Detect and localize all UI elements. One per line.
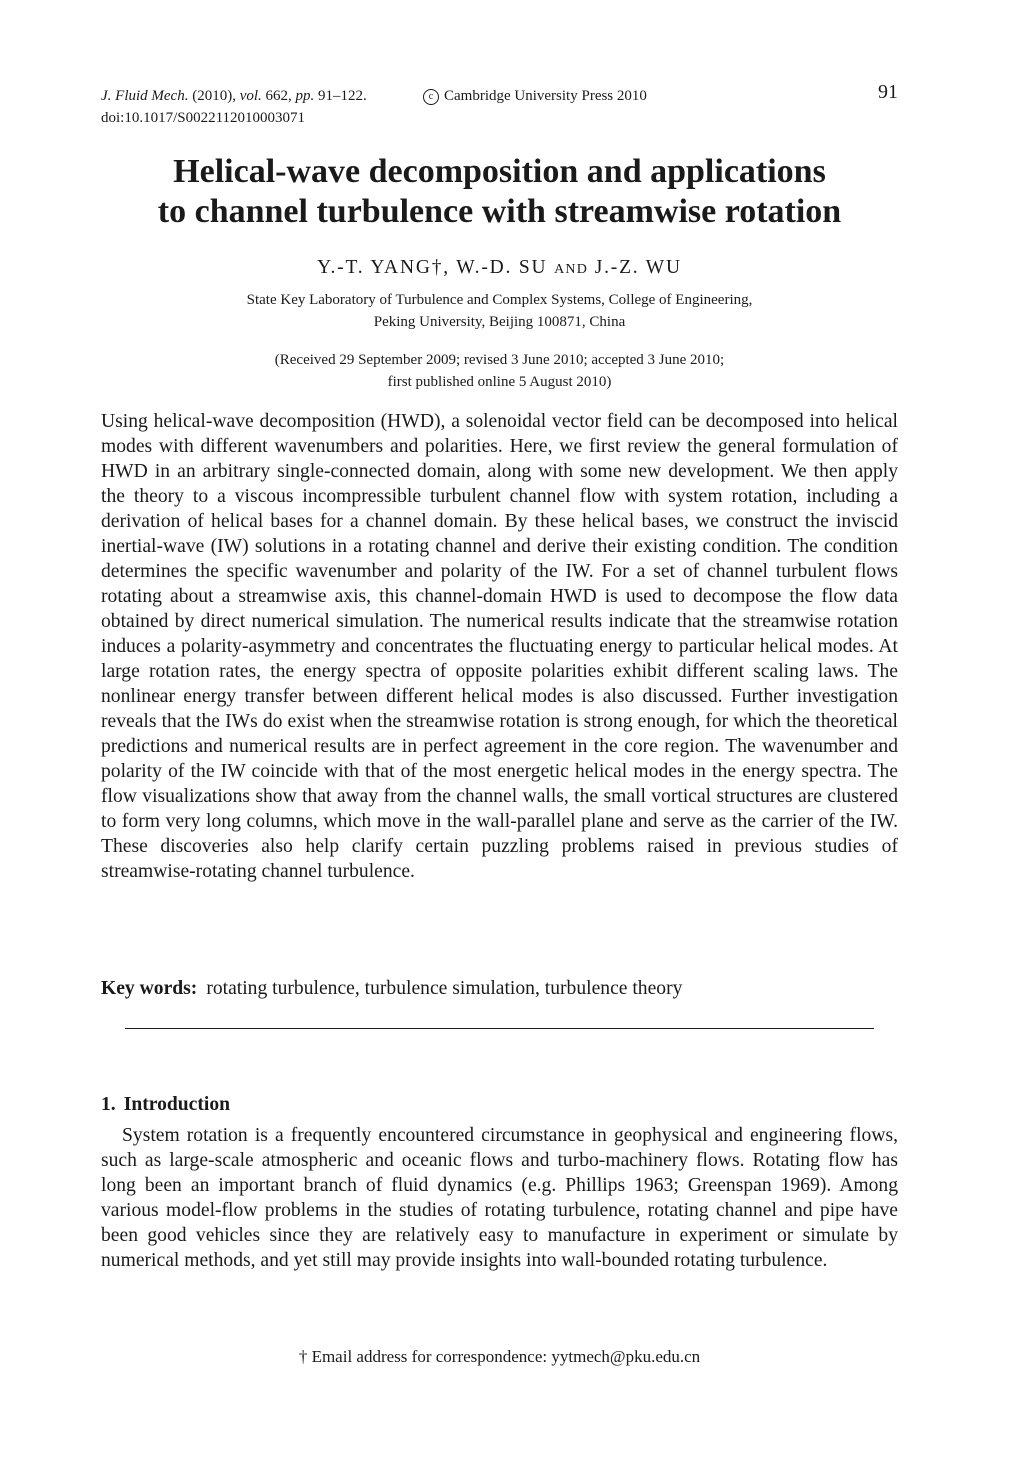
correspondence-footnote: † Email address for correspondence: yytmech@pku.edu.cn xyxy=(298,1347,701,1366)
affiliation-line-2: Peking University, Beijing 100871, China xyxy=(373,314,626,330)
year: (2010), xyxy=(192,88,236,104)
section-number: 1. xyxy=(101,1094,116,1115)
received-line-1: (Received 29 September 2009; revised 3 June 2010; accepted 3 June 2010; xyxy=(274,352,725,368)
affiliation xyxy=(101,289,898,333)
paper-title xyxy=(101,152,898,232)
page-range: 91–122. xyxy=(318,88,367,104)
vol-label: vol. xyxy=(239,88,262,104)
title-line-2: to channel turbulence with streamwise rotation xyxy=(157,193,842,230)
page-number: 91 xyxy=(878,81,898,103)
section-heading xyxy=(101,1092,230,1117)
running-header xyxy=(101,81,898,129)
authors xyxy=(101,257,898,279)
pp-label: pp. xyxy=(295,88,315,104)
intro-paragraph: System rotation is a frequently encountered circumstance in geophysical and engineering flows, such as large-scale atmospheric and oceanic flows and turbo-machinery flows. Rotating flow has long been an important branch of fluid dynamics (e.g. Phillips 1963; Greenspan 1969). Among various model-flow problems in the studies of rotating turbulence, rotating channel and pipe have been good vehicles since they are relatively easy to manufacture in experiment or simulate by numerical methods, and yet still may provide insights into wall-bounded rotating turbulence. xyxy=(101,1125,898,1271)
authors-names-1: Y.-T. YANG†, W.-D. SU xyxy=(317,257,548,278)
authors-and: AND xyxy=(554,262,589,277)
affiliation-line-1: State Key Laboratory of Turbulence and Complex Systems, College of Engineering, xyxy=(246,292,753,308)
abstract: Using helical-wave decomposition (HWD), a solenoidal vector field can be decomposed into helical modes with different wavenumbers and polarities. Here, we first review the general formulation of HWD in an arbitrary single-connected domain, along with some new development. We then apply the theory to a viscous incompressible turbulent channel flow with system rotation, including a derivation of helical bases for a channel domain. By these helical bases, we construct the inviscid inertial-wave (IW) solutions in a rotating channel and derive their existing condition. The condition determines the specific wavenumber and polarity of the IW. For a set of channel turbulent flows rotating about a streamwise axis, this channel-domain HWD is used to decompose the flow data obtained by direct numerical simulation. The numerical results indicate that the streamwise rotation induces a polarity-asymmetry and concentrates the fluctuating energy to particular helical modes. At large rotation rates, the energy spectra of opposite polarities exhibit different scaling laws. The nonlinear energy transfer between different helical modes is also discussed. Further investigation reveals that the IWs do exist when the streamwise rotation is strong enough, for which the theoretical predictions and numerical results are in perfect agreement in the core region. The wavenumber and polarity of the IW coincide with that of the most energetic helical modes in the energy spectra. The flow visualizations show that away from the channel walls, the small vortical structures are clustered to form very long columns, which move in the wall-parallel plane and serve as the carrier of the IW. These discoveries also help clarify certain puzzling problems raised in previous studies of streamwise-rotating channel turbulence. xyxy=(101,411,898,882)
copyright-icon: c xyxy=(423,89,439,105)
paper-page xyxy=(101,0,898,1459)
journal-name: J. Fluid Mech. xyxy=(101,88,189,104)
doi: doi:10.1017/S0022112010003071 xyxy=(101,110,306,126)
received-dates xyxy=(101,349,898,393)
received-line-2: first published online 5 August 2010) xyxy=(387,374,612,390)
section-title: Introduction xyxy=(123,1094,231,1115)
authors-names-2: J.-Z. WU xyxy=(594,257,682,278)
keywords-list: rotating turbulence, turbulence simulation, turbulence theory xyxy=(206,978,683,999)
keywords xyxy=(101,976,898,1001)
citation xyxy=(101,85,367,107)
volume: 662, xyxy=(265,88,292,104)
copyright-text: Cambridge University Press 2010 xyxy=(444,88,647,104)
title-line-1: Helical-wave decomposition and applications xyxy=(173,153,826,190)
abstract-divider xyxy=(125,1028,874,1029)
copyright-notice xyxy=(423,85,647,107)
keywords-label: Key words: xyxy=(101,978,198,999)
